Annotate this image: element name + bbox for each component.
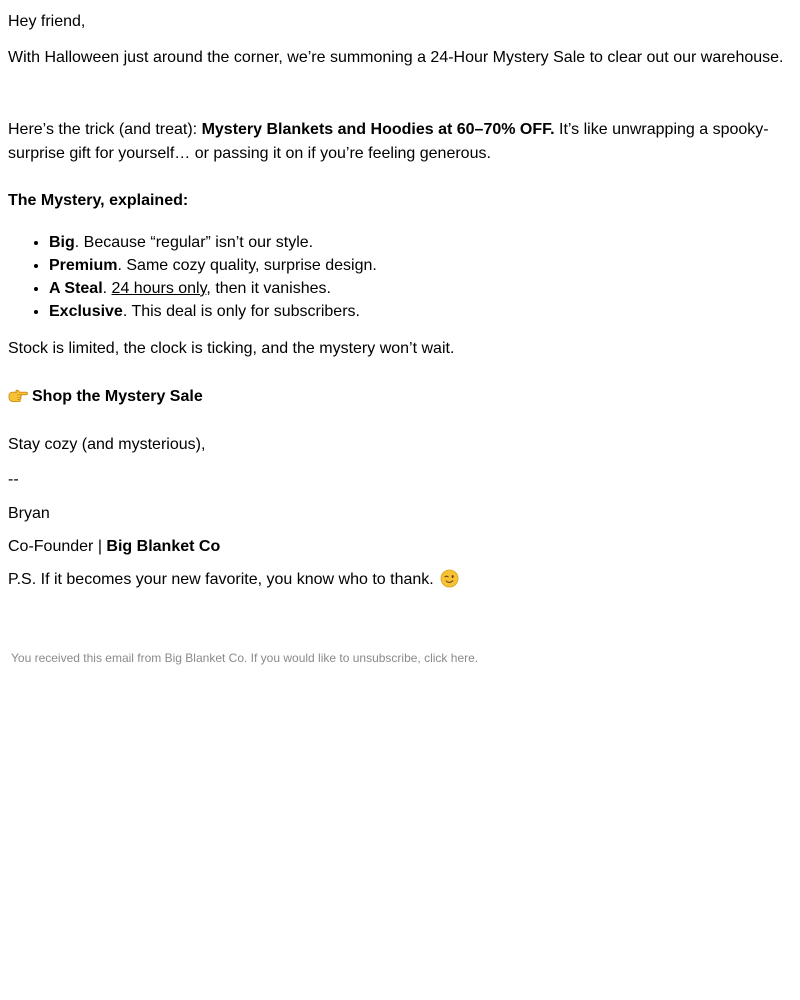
mystery-heading: The Mystery, explained: xyxy=(8,192,189,209)
sender-role: Co-Founder | xyxy=(8,538,107,555)
feature-item-big xyxy=(49,231,377,254)
feature-title: Big xyxy=(49,234,75,251)
feature-sep: . xyxy=(117,257,122,274)
sender-name: Bryan xyxy=(8,505,50,522)
pointing-hand-icon xyxy=(8,387,28,403)
unsubscribe-footer xyxy=(11,650,478,666)
feature-sep: . xyxy=(74,234,80,251)
feature-text: Same cozy quality, surprise design. xyxy=(121,257,377,274)
feature-text: Because “regular” isn’t our style. xyxy=(79,234,314,251)
urgency-paragraph: Stock is limited, the clock is ticking, and the mystery won’t wait. xyxy=(8,340,455,357)
postscript-text: P.S. If it becomes your new favorite, you know who to thank. xyxy=(8,571,434,588)
feature-sep: . xyxy=(122,303,128,320)
feature-text: , then it vanishes. xyxy=(206,280,331,297)
feature-sep: . xyxy=(102,280,112,297)
feature-item-premium xyxy=(49,254,377,277)
shop-mystery-sale-link[interactable] xyxy=(8,388,203,405)
feature-item-steal xyxy=(49,277,377,300)
greeting-line: Hey friend, xyxy=(8,13,86,30)
cta-label: Shop the Mystery Sale xyxy=(32,388,203,405)
offer-highlight: Mystery Blankets and Hoodies at 60–70% OFF. xyxy=(201,121,555,138)
postscript-line xyxy=(8,568,786,592)
signoff-line: Stay cozy (and mysterious), xyxy=(8,436,206,453)
feature-title: Exclusive xyxy=(49,303,123,320)
feature-title: Premium xyxy=(49,257,118,274)
cta-paragraph xyxy=(8,385,786,409)
company-name: Big Blanket Co xyxy=(106,538,221,555)
offer-rest: It’s like unwrapping a spooky-surprise gift for yourself… or passing it on if you’re feeling generous. xyxy=(8,121,769,162)
offer-paragraph xyxy=(8,118,786,166)
unsubscribe-link[interactable]: You received this email from Big Blanket Co. If you would like to unsubscribe, click here. xyxy=(11,651,479,665)
feature-text: This deal is only for subscribers. xyxy=(127,303,360,320)
feature-title: A Steal xyxy=(49,280,103,297)
offer-lead: Here’s the trick (and treat): xyxy=(8,121,202,138)
winking-face-icon xyxy=(440,569,459,588)
feature-underlined-text: 24 hours only xyxy=(111,280,207,297)
sender-title-line xyxy=(8,535,786,559)
features-list xyxy=(8,231,377,323)
feature-item-exclusive xyxy=(49,300,377,323)
intro-paragraph: With Halloween just around the corner, we’re summoning a 24-Hour Mystery Sale to clear out our warehouse. xyxy=(8,49,784,66)
signature-separator: -- xyxy=(8,471,19,488)
